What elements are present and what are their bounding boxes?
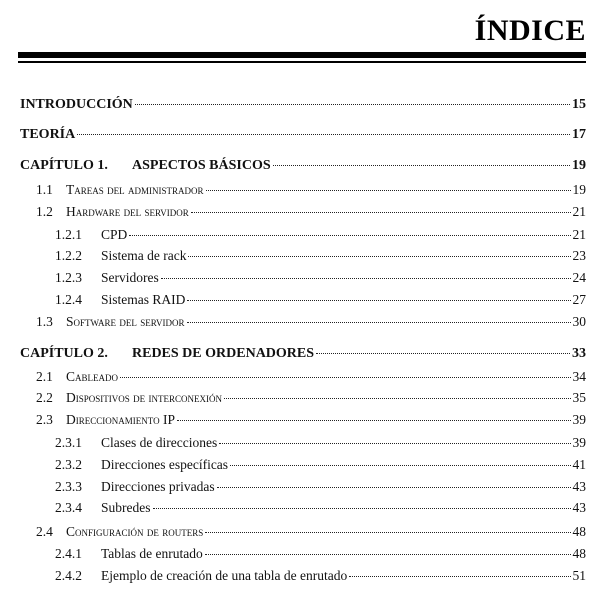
toc-entry-label: Ejemplo de creación de una tabla de enrutado xyxy=(101,568,348,583)
toc-entry-page: 39 xyxy=(572,412,586,427)
dot-leader xyxy=(205,554,571,555)
toc-entry-page: 43 xyxy=(572,500,586,515)
toc-entry-page: 34 xyxy=(572,369,586,384)
toc-entry[interactable] xyxy=(55,479,586,495)
toc-entry[interactable] xyxy=(36,390,586,406)
toc-entry-page: 48 xyxy=(572,546,586,561)
toc-entry-number: 1.2.3 xyxy=(55,270,82,285)
toc-entry-page: 21 xyxy=(572,227,586,242)
toc-entry[interactable] xyxy=(36,369,586,385)
dot-leader xyxy=(153,508,571,509)
toc-entry-number: CAPÍTULO 2. xyxy=(20,346,108,361)
toc-entry-number: 2.3.2 xyxy=(55,457,82,472)
toc-entry-label: Dispositivos de interconexión xyxy=(66,390,222,405)
dot-leader xyxy=(135,104,570,105)
toc-entry-label: REDES DE ORDENADORES xyxy=(132,346,315,361)
toc-entry-label: INTRODUCCIÓN xyxy=(20,97,133,112)
toc-entry-number: 1.2.2 xyxy=(55,248,82,263)
toc-entry-number: 2.4.2 xyxy=(55,568,82,583)
toc-entry-number: 1.2 xyxy=(36,204,53,219)
toc-entry-page: 23 xyxy=(572,248,586,263)
toc-entry[interactable] xyxy=(36,314,586,330)
toc-entry[interactable] xyxy=(55,248,586,264)
dot-leader xyxy=(129,235,570,236)
toc-entry-page: 17 xyxy=(572,127,586,142)
toc-entry[interactable] xyxy=(55,546,586,562)
dot-leader xyxy=(205,532,570,533)
toc-entry-number: 2.3 xyxy=(36,412,53,427)
toc-entry[interactable] xyxy=(36,182,586,198)
dot-leader xyxy=(191,212,571,213)
toc-entry-label: Cableado xyxy=(66,369,119,384)
toc-entry-page: 41 xyxy=(572,457,586,472)
dot-leader xyxy=(206,190,571,191)
toc-entry[interactable] xyxy=(20,97,586,113)
toc-entry[interactable] xyxy=(55,500,586,516)
toc-entry-number: 1.1 xyxy=(36,182,53,197)
toc-entry-page: 30 xyxy=(572,314,586,329)
toc-entry-label: Clases de direcciones xyxy=(101,435,218,450)
toc-entry-label: ASPECTOS BÁSICOS xyxy=(132,158,271,173)
toc-entry[interactable] xyxy=(36,204,586,220)
toc-entry-number: 2.1 xyxy=(36,369,53,384)
toc-entry-page: 35 xyxy=(572,390,586,405)
toc-entry-label: Subredes xyxy=(101,500,151,515)
dot-leader xyxy=(188,256,570,257)
dot-leader xyxy=(217,487,571,488)
toc-entry-page: 19 xyxy=(572,182,586,197)
toc-entry-number: 2.3.4 xyxy=(55,500,82,515)
toc-entry[interactable] xyxy=(55,227,586,243)
toc-entry[interactable] xyxy=(55,568,586,584)
toc-entry[interactable] xyxy=(36,524,586,540)
toc-entry-label: Direcciones privadas xyxy=(101,479,215,494)
toc-entry-label: Tareas del administrador xyxy=(66,182,204,197)
toc-entry-page: 39 xyxy=(572,435,586,450)
toc-entry[interactable] xyxy=(36,412,586,428)
toc-entry-label: TEORÍA xyxy=(20,127,76,142)
toc-entry-number: 1.3 xyxy=(36,314,53,329)
toc-entry-number: 1.2.1 xyxy=(55,227,82,242)
toc-entry-page: 48 xyxy=(572,524,586,539)
toc-entry[interactable] xyxy=(55,457,586,473)
toc-entry-number: 2.3.3 xyxy=(55,479,82,494)
dot-leader xyxy=(77,134,570,135)
toc-entry-label: Servidores xyxy=(101,270,159,285)
toc-entry-page: 27 xyxy=(572,292,586,307)
toc-entry-page: 15 xyxy=(572,97,586,112)
toc-entry[interactable] xyxy=(55,270,586,286)
title-rule-thin xyxy=(18,61,586,63)
dot-leader xyxy=(230,465,570,466)
page-title: ÍNDICE xyxy=(474,14,586,47)
toc-entry-number: CAPÍTULO 1. xyxy=(20,158,108,173)
dot-leader xyxy=(161,278,571,279)
dot-leader xyxy=(120,377,570,378)
toc-entry-number: 1.2.4 xyxy=(55,292,82,307)
toc-entry-number: 2.4.1 xyxy=(55,546,82,561)
toc-entry-number: 2.2 xyxy=(36,390,53,405)
toc-entry-page: 33 xyxy=(572,346,586,361)
toc-entry-label: Direcciones específicas xyxy=(101,457,229,472)
dot-leader xyxy=(187,322,571,323)
dot-leader xyxy=(316,353,570,354)
toc-entry[interactable] xyxy=(55,435,586,451)
toc-entry-label: Sistema de rack xyxy=(101,248,187,263)
toc-entry-page: 43 xyxy=(572,479,586,494)
toc-entry[interactable] xyxy=(55,292,586,308)
toc-entry-label: Software del servidor xyxy=(66,314,185,329)
toc-entry-label: Direccionamiento IP xyxy=(66,412,175,427)
dot-leader xyxy=(219,443,570,444)
dot-leader xyxy=(224,398,571,399)
toc-entry[interactable] xyxy=(20,346,586,362)
toc-entry-page: 19 xyxy=(572,158,586,173)
toc-entry[interactable] xyxy=(20,158,586,174)
toc-entry-label: Configuración de routers xyxy=(66,524,204,539)
toc-entry-page: 51 xyxy=(572,568,586,583)
toc-entry-number: 2.4 xyxy=(36,524,53,539)
title-rule-thick xyxy=(18,52,586,58)
toc-entry[interactable] xyxy=(20,127,586,143)
dot-leader xyxy=(177,420,571,421)
dot-leader xyxy=(273,165,570,166)
dot-leader xyxy=(349,576,570,577)
toc-entry-label: CPD xyxy=(101,227,128,242)
toc-entry-label: Hardware del servidor xyxy=(66,204,189,219)
toc-entry-number: 2.3.1 xyxy=(55,435,82,450)
toc-entry-label: Tablas de enrutado xyxy=(101,546,203,561)
toc-entry-label: Sistemas RAID xyxy=(101,292,186,307)
dot-leader xyxy=(187,300,570,301)
toc-entry-page: 21 xyxy=(572,204,586,219)
toc-entry-page: 24 xyxy=(572,270,586,285)
